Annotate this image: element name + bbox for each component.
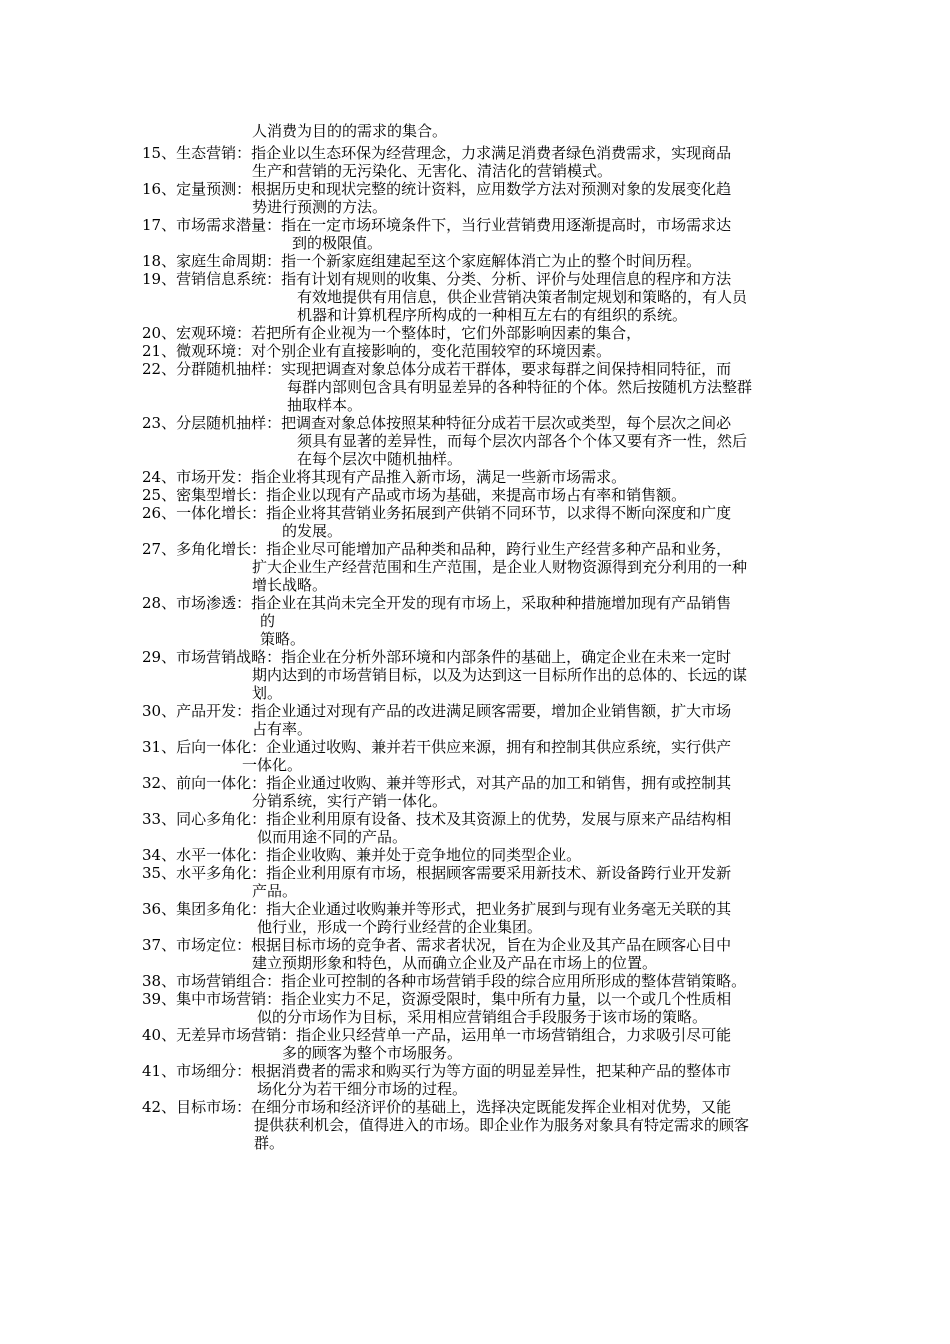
glossary-entry-34 (142, 846, 812, 864)
entry-first-line: 39、集中市场营销：指企业实力不足，资源受限时，集中所有力量，以一个或几个性质相 (142, 990, 732, 1008)
entry-continuation-line: 占有率。 (252, 720, 313, 738)
glossary-entry-39 (142, 990, 812, 1026)
glossary-entry-42 (142, 1098, 812, 1152)
glossary-entry-23 (142, 414, 812, 468)
entry-first-line: 15、生态营销：指企业以生态环保为经营理念，力求满足消费者绿色消费需求，实现商品 (142, 144, 732, 162)
entry-first-line: 17、市场需求潜量：指在一定市场环境条件下，当行业营销费用逐渐提高时，市场需求达 (142, 216, 732, 234)
glossary-entry-37 (142, 936, 812, 972)
glossary-entry-31 (142, 738, 812, 774)
glossary-entry-27 (142, 540, 812, 594)
glossary-entry-30 (142, 702, 812, 738)
entry-first-line: 30、产品开发：指企业通过对现有产品的改进满足顾客需要，增加企业销售额，扩大市场 (142, 702, 732, 720)
entry-continuation-line: 有效地提供有用信息，供企业营销决策者制定规划和策略的，有人员 (297, 288, 748, 306)
glossary-entry-20 (142, 324, 812, 342)
entry-continuation-line: 策略。 (260, 630, 306, 648)
glossary-entry-29 (142, 648, 812, 702)
entry-continuation-line: 产品。 (252, 882, 298, 900)
glossary-list (142, 144, 812, 1152)
glossary-entry-15 (142, 144, 812, 180)
entry-first-line: 31、后向一体化：企业通过收购、兼并若干供应来源，拥有和控制其供应系统，实行供产 (142, 738, 732, 756)
entry-first-line: 33、同心多角化：指企业利用原有设备、技术及其资源上的优势，发展与原来产品结构相 (142, 810, 732, 828)
entry-first-line: 20、宏观环境：若把所有企业视为一个整体时，它们外部影响因素的集合， (142, 324, 642, 342)
glossary-entry-35 (142, 864, 812, 900)
entry-first-line: 19、营销信息系统：指有计划有规则的收集、分类、分析、评价与处理信息的程序和方法 (142, 270, 732, 288)
entry-continuation-line: 每群内部则包含具有明显差异的各种特征的个体。然后按随机方法整群 (287, 378, 753, 396)
entry-continuation-line: 一体化。 (242, 756, 303, 774)
entry-continuation-line: 的发展。 (282, 522, 343, 540)
entry-first-line: 23、分层随机抽样：把调查对象总体按照某种特征分成若干层次或类型，每个层次之间必 (142, 414, 732, 432)
entry-first-line: 40、无差异市场营销：指企业只经营单一产品，运用单一市场营销组合，力求吸引尽可能 (142, 1026, 732, 1044)
entry-continuation-line: 的 (260, 612, 276, 630)
entry-first-line: 16、定量预测：根据历史和现状完整的统计资料，应用数学方法对预测对象的发展变化趋 (142, 180, 732, 198)
entry-continuation-line: 似而用途不同的产品。 (257, 828, 408, 846)
glossary-entry-26 (142, 504, 812, 540)
entry-continuation-line: 场化分为若干细分市场的过程。 (257, 1080, 468, 1098)
glossary-entry-28 (142, 594, 812, 648)
entry-continuation-line: 生产和营销的无污染化、无害化、清洁化的营销模式。 (252, 162, 613, 180)
entry-continuation-line: 分销系统，实行产销一体化。 (252, 792, 448, 810)
entry-continuation-line: 机器和计算机程序所构成的一种相互左右的有组织的系统。 (297, 306, 688, 324)
glossary-entry-32 (142, 774, 812, 810)
entry-continuation-line: 划。 (252, 684, 283, 702)
entry-first-line: 24、市场开发：指企业将其现有产品推入新市场，满足一些新市场需求。 (142, 468, 627, 486)
entry-continuation-line: 扩大企业生产经营范围和生产范围，是企业人财物资源得到充分利用的一种 (252, 558, 748, 576)
entry-continuation-line: 到的极限值。 (292, 234, 383, 252)
entry-continuation-line: 势进行预测的方法。 (252, 198, 388, 216)
entry-first-line: 26、一体化增长：指企业将其营销业务拓展到产供销不同环节，以求得不断向深度和广度 (142, 504, 732, 522)
entry-continuation-line: 他行业，形成一个跨行业经营的企业集团。 (257, 918, 543, 936)
continuation-line: 人消费为目的的需求的集合。 (252, 122, 448, 140)
entry-continuation-line: 提供获利机会，值得进入的市场。即企业作为服务对象具有特定需求的顾客 (254, 1116, 750, 1134)
entry-first-line: 28、市场渗透：指企业在其尚未完全开发的现有市场上，采取种种措施增加现有产品销售 (142, 594, 732, 612)
entry-first-line: 35、水平多角化：指企业利用原有市场，根据顾客需要采用新技术、新设备跨行业开发新 (142, 864, 732, 882)
entry-first-line: 32、前向一体化：指企业通过收购、兼并等形式，对其产品的加工和销售，拥有或控制其 (142, 774, 732, 792)
entry-continuation-line: 期内达到的市场营销目标，以及为达到这一目标所作出的总体的、长远的谋 (252, 666, 748, 684)
glossary-entry-18 (142, 252, 812, 270)
entry-first-line: 27、多角化增长：指企业尽可能增加产品种类和品种，跨行业生产经营多种产品和业务， (142, 540, 732, 558)
entry-continuation-line: 须具有显著的差异性，而每个层次内部各个个体又要有齐一性，然后 (297, 432, 748, 450)
entry-first-line: 38、市场营销组合：指企业可控制的各种市场营销手段的综合应用所形成的整体营销策略。 (142, 972, 747, 990)
entry-first-line: 22、分群随机抽样：实现把调查对象总体分成若干群体，要求每群之间保持相同特征，而 (142, 360, 732, 378)
glossary-entry-25 (142, 486, 812, 504)
glossary-entry-40 (142, 1026, 812, 1062)
entry-first-line: 37、市场定位：根据目标市场的竞争者、需求者状况，旨在为企业及其产品在顾客心目中 (142, 936, 732, 954)
glossary-entry-41 (142, 1062, 812, 1098)
entry-continuation-line: 在每个层次中随机抽样。 (297, 450, 463, 468)
entry-first-line: 36、集团多角化：指大企业通过收购兼并等形式，把业务扩展到与现有业务毫无关联的其 (142, 900, 732, 918)
glossary-entry-16 (142, 180, 812, 216)
entry-continuation-line: 建立预期形象和特色，从而确立企业及产品在市场上的位置。 (252, 954, 658, 972)
glossary-entry-36 (142, 900, 812, 936)
glossary-entry-24 (142, 468, 812, 486)
entry-first-line: 41、市场细分：根据消费者的需求和购买行为等方面的明显差异性，把某种产品的整体市 (142, 1062, 732, 1080)
entry-first-line: 34、水平一体化：指企业收购、兼并处于竞争地位的同类型企业。 (142, 846, 582, 864)
entry-continuation-line: 多的顾客为整个市场服务。 (282, 1044, 463, 1062)
glossary-entry-33 (142, 810, 812, 846)
entry-first-line: 21、微观环境：对个别企业有直接影响的，变化范围较窄的环境因素。 (142, 342, 612, 360)
entry-continuation-line: 群。 (254, 1134, 285, 1152)
entry-continuation-line: 抽取样本。 (287, 396, 363, 414)
entry-continuation-line: 增长战略。 (252, 576, 328, 594)
entry-first-line: 29、市场营销战略：指企业在分析外部环境和内部条件的基础上，确定企业在未来一定时 (142, 648, 732, 666)
entry-first-line: 42、目标市场：在细分市场和经济评价的基础上，选择决定既能发挥企业相对优势，又能 (142, 1098, 732, 1116)
glossary-entry-21 (142, 342, 812, 360)
entry-continuation-line: 似的分市场作为目标，采用相应营销组合手段服务于该市场的策略。 (257, 1008, 708, 1026)
glossary-entry-19 (142, 270, 812, 324)
entry-first-line: 25、密集型增长：指企业以现有产品或市场为基础，来提高市场占有率和销售额。 (142, 486, 687, 504)
glossary-entry-22 (142, 360, 812, 414)
entry-first-line: 18、家庭生命周期：指一个新家庭组建起至这个家庭解体消亡为止的整个时间历程。 (142, 252, 702, 270)
glossary-entry-38 (142, 972, 812, 990)
glossary-entry-17 (142, 216, 812, 252)
